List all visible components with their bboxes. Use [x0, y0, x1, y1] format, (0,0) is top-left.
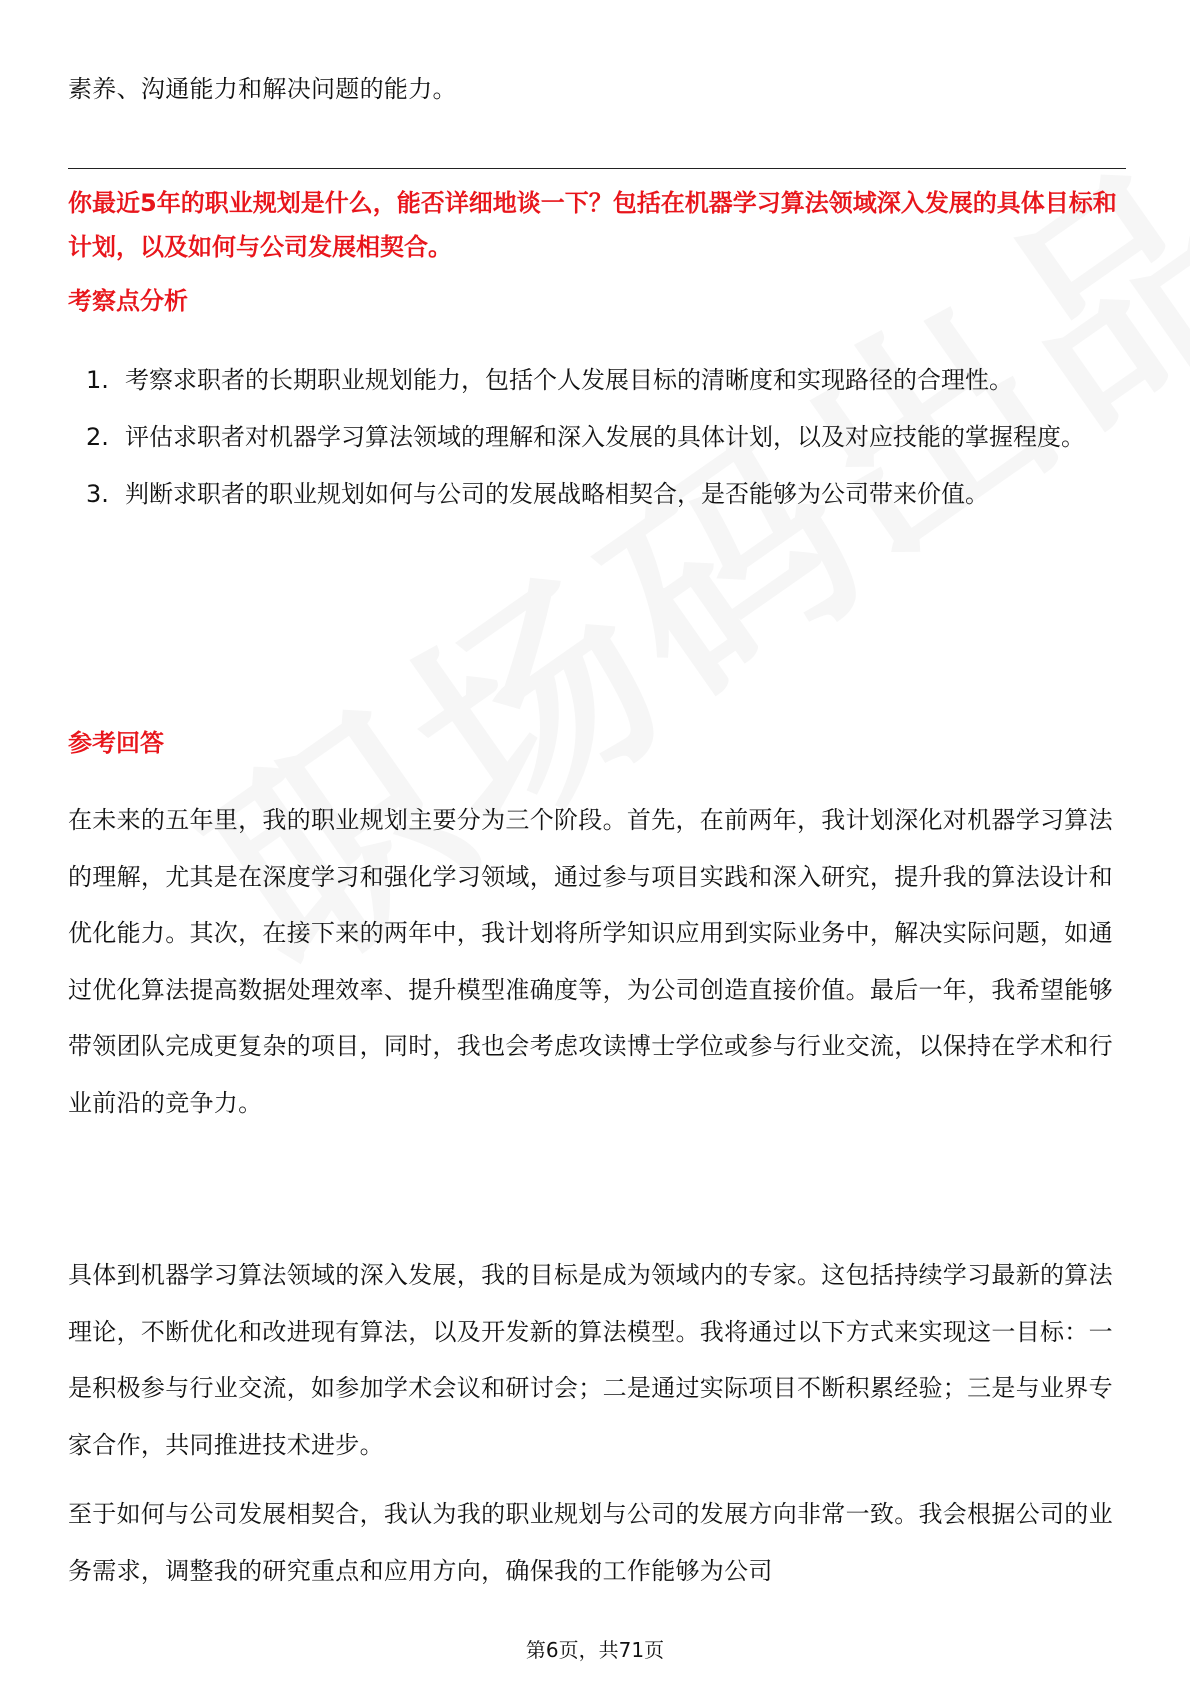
list-item-number: 3.	[86, 480, 109, 508]
interview-question: 你最近5年的职业规划是什么，能否详细地谈一下？包括在机器学习算法领域深入发展的具体目标和计划，以及如何与公司发展相契合。	[68, 189, 1117, 261]
analysis-list	[68, 352, 1128, 523]
answer-heading: 参考回答	[68, 729, 164, 757]
list-item-text: 评估求职者对机器学习算法领域的理解和深入发展的具体计划，以及对应技能的掌握程度。	[125, 423, 1085, 451]
analysis-heading: 考察点分析	[68, 287, 188, 315]
list-item	[68, 409, 1128, 466]
list-item-text: 考察求职者的长期职业规划能力，包括个人发展目标的清晰度和实现路径的合理性。	[125, 366, 1013, 394]
answer-paragraph-2: 具体到机器学习算法领域的深入发展，我的目标是成为领域内的专家。这包括持续学习最新的算法理论，不断优化和改进现有算法，以及开发新的算法模型。我将通过以下方式来实现这一目标：一是积极参与行业交流，如参加学术会议和研讨会；二是通过实际项目不断积累经验；三是与业界专家合作，共同推进技术进步。	[68, 1261, 1113, 1459]
answer-paragraph-1: 在未来的五年里，我的职业规划主要分为三个阶段。首先，在前两年，我计划深化对机器学习算法的理解，尤其是在深度学习和强化学习领域，通过参与项目实践和深入研究，提升我的算法设计和优化能力。其次，在接下来的两年中，我计划将所学知识应用到实际业务中，解决实际问题，如通过优化算法提高数据处理效率、提升模型准确度等，为公司创造直接价值。最后一年，我希望能够带领团队完成更复杂的项目，同时，我也会考虑攻读博士学位或参与行业交流，以保持在学术和行业前沿的竞争力。	[68, 806, 1113, 1117]
section-divider	[68, 168, 1126, 169]
list-item-number: 2.	[86, 423, 109, 451]
list-item	[68, 466, 1128, 523]
page-number: 第6页，共71页	[525, 1638, 665, 1662]
list-item-text: 判断求职者的职业规划如何与公司的发展战略相契合，是否能够为公司带来价值。	[125, 480, 989, 508]
answer-paragraph-3: 至于如何与公司发展相契合，我认为我的职业规划与公司的发展方向非常一致。我会根据公司的业务需求，调整我的研究重点和应用方向，确保我的工作能够为公司	[68, 1500, 1113, 1585]
list-item	[68, 352, 1128, 409]
list-item-number: 1.	[86, 366, 109, 394]
intro-text: 素养、沟通能力和解决问题的能力。	[68, 75, 457, 103]
